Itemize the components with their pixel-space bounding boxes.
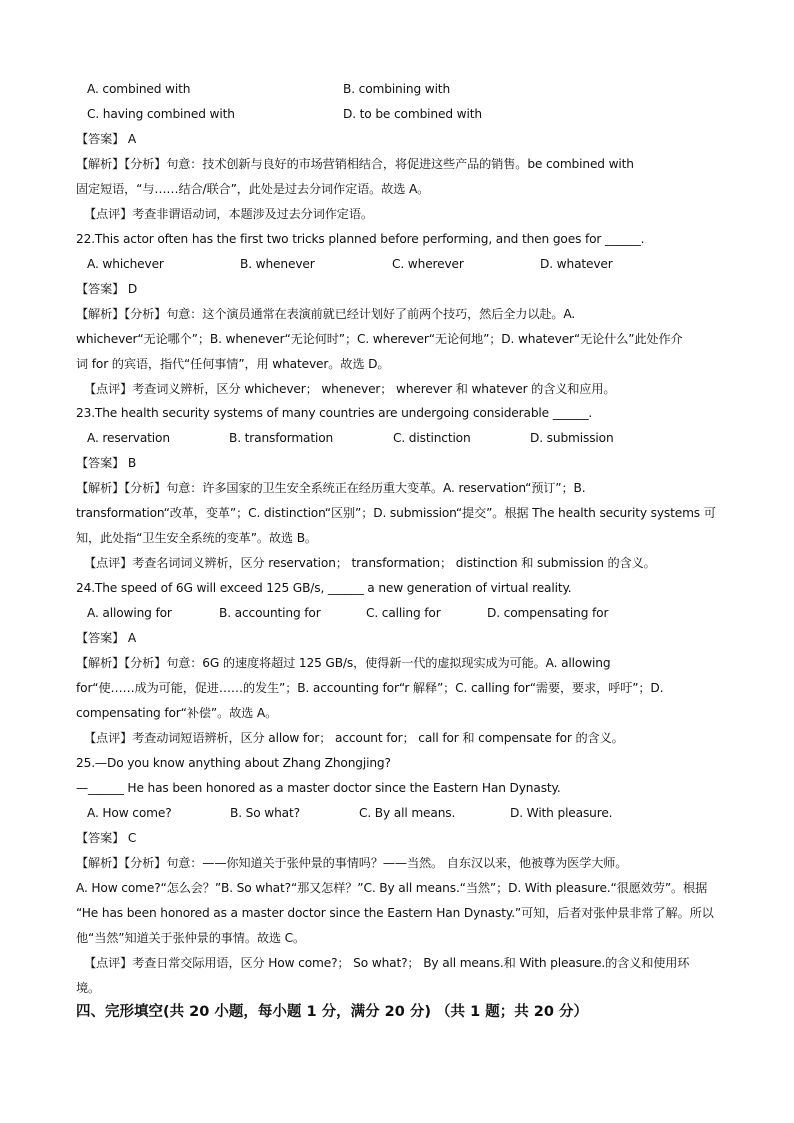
q22-analysis-line-3: 词 for 的宾语，指代“任何事情”，用 whatever。故选 D。 [76, 357, 390, 371]
q22-analysis-line-1: 【解析】【分析】句意：这个演员通常在表演前就已经计划好了前两个技巧，然后全力以赴。A. [76, 307, 576, 321]
q21-option-b: B. combining with [343, 82, 451, 96]
q23-analysis-line-3: 知，此处指“卫生安全系统的变革”。故选 B。 [76, 531, 317, 545]
q22-option-d: D. whatever [540, 257, 613, 271]
q25-option-d: D. With pleasure. [510, 806, 613, 820]
q24-option-b: B. accounting for [219, 606, 321, 620]
q21-analysis-line-2: 固定短语，“与……结合/联合”，此处是过去分词作定语。故选 A。 [76, 182, 430, 196]
q23-answer: 【答案】 B [76, 456, 137, 470]
q25-option-c: C. By all means. [359, 806, 456, 820]
q23-analysis-line-1: 【解析】【分析】句意：许多国家的卫生安全系统正在经历重大变革。A. reservation“预订”；B. [76, 481, 586, 495]
q25-stem-line-2: —______ He has been honored as a master doctor since the Eastern Han Dynasty. [76, 781, 561, 795]
q21-analysis-line-1: 【解析】【分析】句意：技术创新与良好的市场营销相结合，将促进这些产品的销售。be combined with [76, 157, 634, 171]
q25-option-b: B. So what? [230, 806, 300, 820]
q25-option-a: A. How come? [87, 806, 172, 820]
q24-analysis-line-2: for“使……成为可能，促进……的发生”；B. accounting for“r 解释”；C. calling for“需要，要求，呼吁”；D. [76, 681, 664, 695]
q24-analysis-line-3: compensating for“补偿”。故选 A。 [76, 706, 278, 720]
q24-comment: 【点评】考查动词短语辨析，区分 allow for； account for； call for 和 compensate for 的含义。 [84, 731, 624, 745]
q25-comment-line-2: 境。 [76, 981, 101, 995]
q23-option-a: A. reservation [87, 431, 170, 445]
q22-stem: 22.This actor often has the first two tricks planned before performing, and then goes for ______. [76, 232, 645, 246]
q24-analysis-line-1: 【解析】【分析】句意：6G 的速度将超过 125 GB/s，使得新一代的虚拟现实成为可能。A. allowing [76, 656, 611, 670]
q22-option-a: A. whichever [87, 257, 164, 271]
q25-stem-line-1: 25.—Do you know anything about Zhang Zhongjing? [76, 756, 391, 770]
q24-option-a: A. allowing for [87, 606, 172, 620]
q25-analysis-line-4: 他“当然”知道关于张仲景的事情。故选 C。 [76, 931, 306, 945]
q25-answer: 【答案】 C [76, 831, 137, 845]
q22-comment: 【点评】考查词义辨析，区分 whichever； whenever； wherever 和 whatever 的含义和应用。 [84, 382, 616, 396]
q21-option-d: D. to be combined with [343, 107, 482, 121]
q23-option-b: B. transformation [229, 431, 334, 445]
q23-option-c: C. distinction [393, 431, 471, 445]
q21-option-a: A. combined with [87, 82, 191, 96]
q22-answer: 【答案】 D [76, 282, 138, 296]
q24-stem: 24.The speed of 6G will exceed 125 GB/s, ______ a new generation of virtual reality. [76, 581, 572, 595]
q22-option-c: C. wherever [392, 257, 464, 271]
section-heading-cloze: 四、完形填空(共 20 小题，每小题 1 分，满分 20 分) （共 1 题；共 20 分） [76, 1004, 588, 1020]
q23-analysis-line-2: transformation“改革，变革”；C. distinction“区别”；D. submission“提交”。根据 The health security systems 可 [76, 506, 716, 520]
q23-option-d: D. submission [530, 431, 614, 445]
q25-analysis-line-2: A. How come?“怎么会？”B. So what?“那又怎样？”C. By all means.“当然”；D. With pleasure.“很愿效劳”。根据 [76, 881, 708, 895]
q25-analysis-line-1: 【解析】【分析】句意：——你知道关于张仲景的事情吗？——当然。 自东汉以来，他被尊为医学大师。 [76, 856, 628, 870]
q25-comment: 【点评】考查日常交际用语，区分 How come?； So what?； By all means.和 With pleasure.的含义和使用环 [84, 956, 690, 970]
q23-stem: 23.The health security systems of many countries are undergoing considerable ______. [76, 406, 593, 420]
q21-answer: 【答案】 A [76, 132, 137, 146]
q23-comment: 【点评】考查名词词义辨析，区分 reservation； transformation； distinction 和 submission 的含义。 [84, 556, 656, 570]
q24-option-c: C. calling for [366, 606, 441, 620]
q24-option-d: D. compensating for [487, 606, 609, 620]
q21-option-c: C. having combined with [87, 107, 235, 121]
q22-option-b: B. whenever [240, 257, 315, 271]
q21-comment: 【点评】考查非谓语动词，本题涉及过去分词作定语。 [84, 207, 373, 221]
q22-analysis-line-2: whichever“无论哪个”；B. whenever“无论何时”；C. wherever“无论何地”；D. whatever“无论什么”此处作介 [76, 332, 683, 346]
q24-answer: 【答案】 A [76, 631, 137, 645]
q25-analysis-line-3: “He has been honored as a master doctor since the Eastern Han Dynasty.”可知，后者对张仲景非常了解。所以 [76, 906, 714, 920]
